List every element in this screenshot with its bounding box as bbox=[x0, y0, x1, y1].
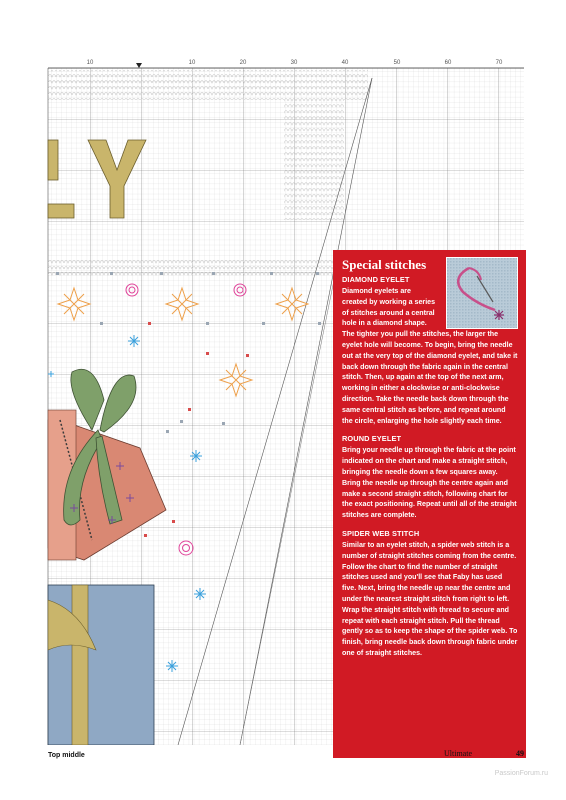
lace-border-top bbox=[48, 70, 368, 100]
center-arrow-icon bbox=[136, 63, 142, 68]
section-lead: Diamond eyelets are created by working a series of stitches around a central hole in a diamond shape. bbox=[342, 287, 436, 328]
letter-underline bbox=[48, 204, 74, 218]
lace-border-middle bbox=[48, 258, 334, 276]
magazine-brand: Christmas bbox=[474, 748, 514, 758]
watermark: PassionForum.ru bbox=[494, 770, 548, 777]
section-body-spider-web: Similar to an eyelet stitch, a spider web stitch is a number of straight stitches coming from the centre. Follow the chart to find the number of straight stitches used and you'll see that Faby has used five. Next, bring the needle up near the centre and under the nearest straight stitch from right to left. Wrap the straight stitch with thread to secure and repeat with each straight stitch. Pull the thread gently so as to keep the shape of the spider web. To finish, bring needle back down through fabric under one of straight stitches. bbox=[342, 540, 518, 657]
page-number: 49 bbox=[516, 749, 524, 758]
column-label: 70 bbox=[495, 60, 503, 66]
column-label: 20 bbox=[239, 60, 247, 66]
column-label: 40 bbox=[341, 60, 349, 66]
page-footer bbox=[444, 748, 524, 758]
column-label: 30 bbox=[290, 60, 298, 66]
special-stitches-panel bbox=[333, 250, 526, 758]
blue-gift bbox=[48, 585, 154, 745]
section-heading-diamond-eyelet: DIAMOND EYELET bbox=[342, 275, 410, 284]
lace-column bbox=[284, 100, 344, 220]
column-label: 10 bbox=[86, 60, 94, 66]
section-text: The tighter you pull the stitches, the larger the eyelet hole will become. To begin, bring the needle out at the very top of the diamond eyelet, and take it back down through the fabric again in the central stitch. Then, up again at the top of the next arm, working in either a clockwise or anti-clockwise direction. Take the needle back down through the same central stitch as before, and repeat around the circle, enlarging the hole slightly each time. bbox=[342, 330, 518, 425]
column-label: 60 bbox=[444, 60, 452, 66]
column-label: 10 bbox=[188, 60, 196, 66]
section-heading-round-eyelet: ROUND EYELET bbox=[342, 434, 402, 444]
magazine-prefix: Ultimate bbox=[444, 749, 472, 758]
section-body-round-eyelet: Bring your needle up through the fabric at the point indicated on the chart and make a straight stitch, bringing the needle down a few squares away. Bring the needle up through the centre again and make a second straight stitch, following chart for the exact positioning. Repeat until all of the straight stitches are complete. bbox=[342, 446, 517, 520]
chart-section-label: Top middle bbox=[48, 752, 85, 759]
section-heading-spider-web: SPIDER WEB STITCH bbox=[342, 528, 420, 538]
needle-thread-icon bbox=[447, 258, 517, 328]
column-label: 50 bbox=[393, 60, 401, 66]
panel-title: Special stitches bbox=[342, 257, 427, 272]
letter-partial bbox=[48, 140, 58, 180]
eyelet-diagram bbox=[446, 257, 518, 329]
